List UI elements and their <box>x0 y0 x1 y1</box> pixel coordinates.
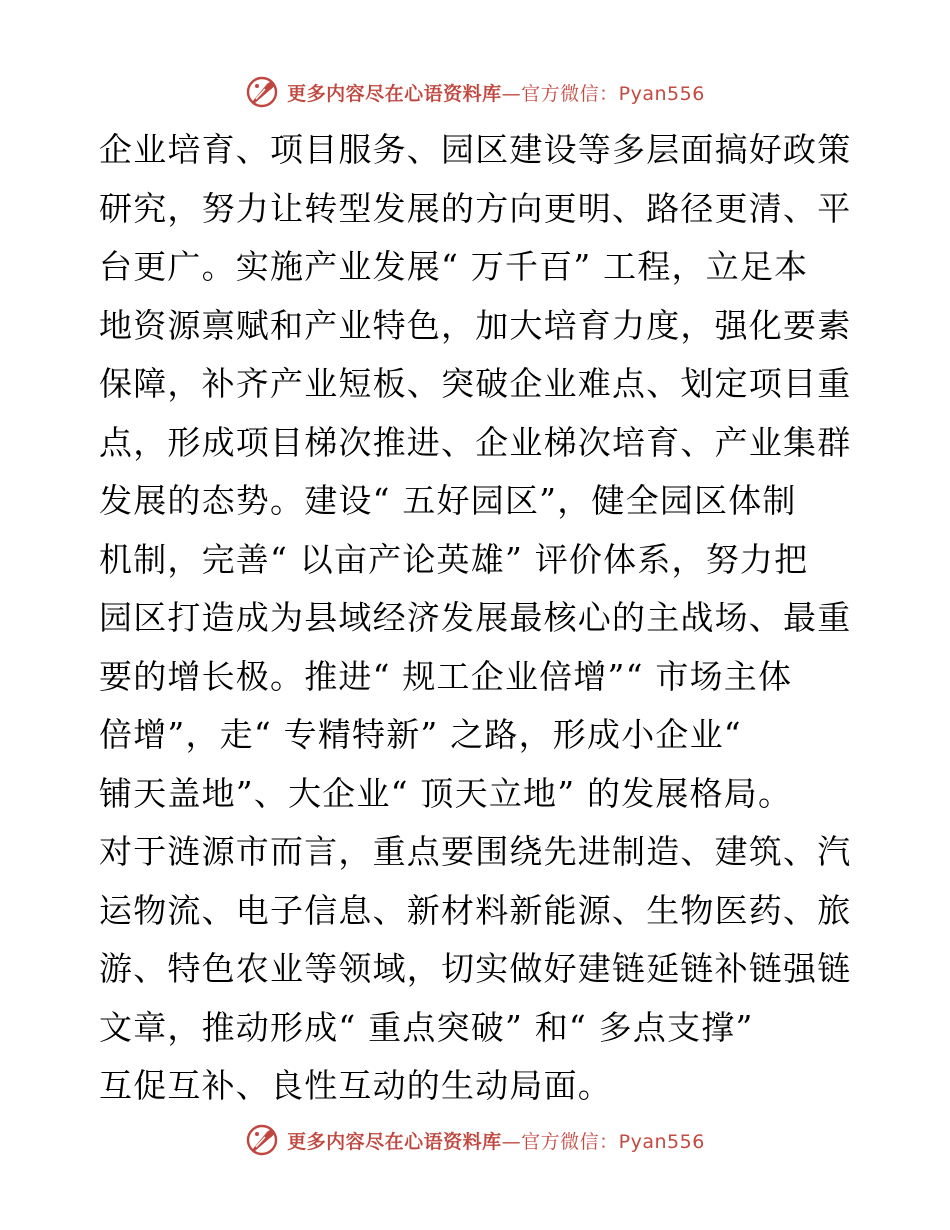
body-line: 要的增长极。推进“ 规工企业倍增”“ 市场主体 <box>99 656 793 696</box>
body-line: 铺天盖地”、大企业“ 顶天立地” 的发展格局。 <box>99 773 793 813</box>
footer-banner <box>0 1118 950 1162</box>
body-line: 互促互补、良性互动的生动局面。 <box>99 1066 612 1105</box>
footer-banner-text <box>287 1127 705 1154</box>
body-line: 地资源禀赋和产业特色，加大培育力度，强化要素 <box>99 305 852 345</box>
body-line: 保障，补齐产业短板、突破企业难点、划定项目重 <box>99 364 852 403</box>
body-line: 游、特色农业等领域，切实做好建链延链补链强链 <box>99 949 852 988</box>
body-line: 机制，完善“ 以亩产论英雄” 评价体系，努力把 <box>99 539 809 579</box>
body-line: 倍增”，走“ 专精特新” 之路，形成小企业“ <box>99 715 742 754</box>
body-line: 发展的态势。建设“ 五好园区”，健全园区体制 <box>99 481 797 520</box>
header-banner <box>0 70 950 114</box>
body-line: 点，形成项目梯次推进、企业梯次培育、产业集群 <box>99 422 852 462</box>
quill-pen-logo-icon <box>245 75 279 109</box>
quill-pen-logo-icon <box>245 1123 279 1157</box>
footer-banner-wechat: —官方微信：Pyan556 <box>501 1130 705 1153</box>
body-line: 研究，努力让转型发展的方向更明、路径更清、平 <box>99 188 852 228</box>
body-line: 对于涟源市而言，重点要围绕先进制造、建筑、汽 <box>99 832 852 871</box>
body-text <box>99 121 859 1116</box>
header-banner-wechat: —官方微信：Pyan556 <box>501 82 705 105</box>
footer-banner-title: 更多内容尽在心语资料库 <box>287 1130 502 1153</box>
header-banner-title: 更多内容尽在心语资料库 <box>287 82 502 105</box>
body-line: 园区打造成为县域经济发展最核心的主战场、最重 <box>99 598 852 637</box>
header-banner-text <box>287 79 705 106</box>
body-line: 运物流、电子信息、新材料新能源、生物医药、旅 <box>99 890 852 930</box>
body-line: 文章，推动形成“ 重点突破” 和“ 多点支撑” <box>99 1007 754 1047</box>
body-line: 台更广。实施产业发展“ 万千百” 工程，立足本 <box>99 247 809 286</box>
body-line: 企业培育、项目服务、园区建设等多层面搞好政策 <box>99 130 852 169</box>
